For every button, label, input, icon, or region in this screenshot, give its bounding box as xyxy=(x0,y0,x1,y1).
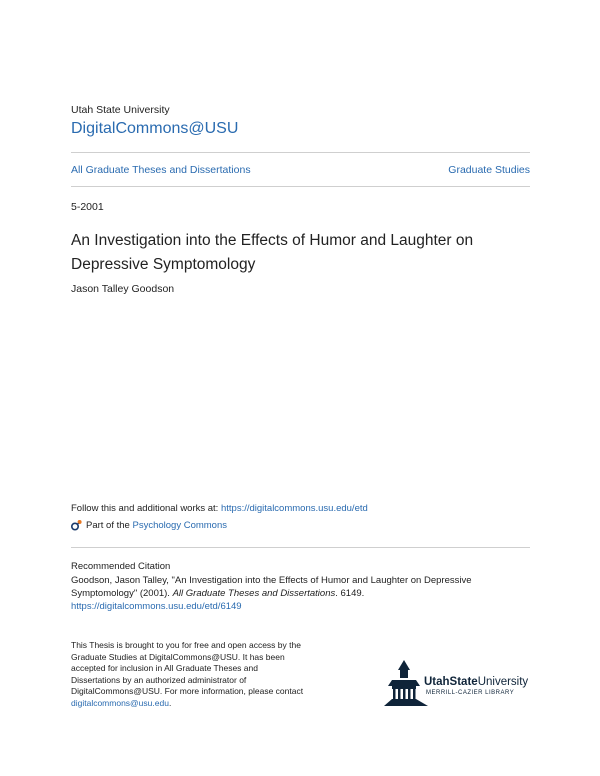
follow-prefix: Follow this and additional works at: xyxy=(71,503,221,514)
part-of-prefix: Part of the xyxy=(86,519,133,531)
citation-series: All Graduate Theses and Dissertations xyxy=(172,588,336,599)
divider-citation xyxy=(71,547,530,548)
network-icon xyxy=(71,519,83,531)
author-name: Jason Talley Goodson xyxy=(71,283,175,295)
divider-bottom xyxy=(71,186,530,187)
institution-name: Utah State University xyxy=(71,104,170,116)
follow-url-link[interactable]: https://digitalcommons.usu.edu/etd xyxy=(220,503,368,514)
library-logo xyxy=(384,656,532,708)
part-of-line xyxy=(71,519,227,531)
contact-email-link[interactable]: digitalcommons@usu.edu xyxy=(71,697,169,708)
logo-subtitle: MERRILL-CAZIER LIBRARY xyxy=(426,690,515,696)
citation-heading: Recommended Citation xyxy=(71,561,171,572)
document-title: An Investigation into the Effects of Humor and Laughter on Depressive Symptomology xyxy=(71,232,474,273)
nav-row xyxy=(71,164,530,176)
citation-url-link[interactable]: https://digitalcommons.usu.edu/etd/6149 xyxy=(71,601,242,612)
logo-wordmark: UtahStateUniversity xyxy=(424,676,529,688)
citation-text xyxy=(71,574,531,613)
access-notice: This Thesis is brought to you for free and open access by the Graduate Studies at DigitalCommons@USU. It has been accepted for inclusion in All Graduate Theses and Dissertations by an authorized administrator of DigitalCommons@USU. For more information, please contact digitalcommons@usu.edu. xyxy=(71,640,304,708)
psychology-commons-link[interactable]: Psychology Commons xyxy=(132,519,227,531)
follow-line xyxy=(71,503,368,514)
citation-number: . 6149. xyxy=(335,588,365,599)
brand-link[interactable]: DigitalCommons@USU xyxy=(71,120,239,137)
divider-top xyxy=(71,152,530,153)
publication-date: 5-2001 xyxy=(71,201,104,213)
collection-link[interactable]: All Graduate Theses and Dissertations xyxy=(71,164,251,176)
citation-body: Goodson, Jason Talley, "An Investigation into the Effects of Humor and Laughter on Depressive Symptomology" (2001). xyxy=(71,575,472,599)
department-link[interactable]: Graduate Studies xyxy=(448,164,530,176)
notice-text: This Thesis is brought to you for free and open access by the Graduate Studies at DigitalCommons@USU. It has been accepted for inclusion in All Graduate Theses and Dissertations by an authorized administrator of DigitalCommons@USU. For more information, please contact xyxy=(71,640,304,696)
